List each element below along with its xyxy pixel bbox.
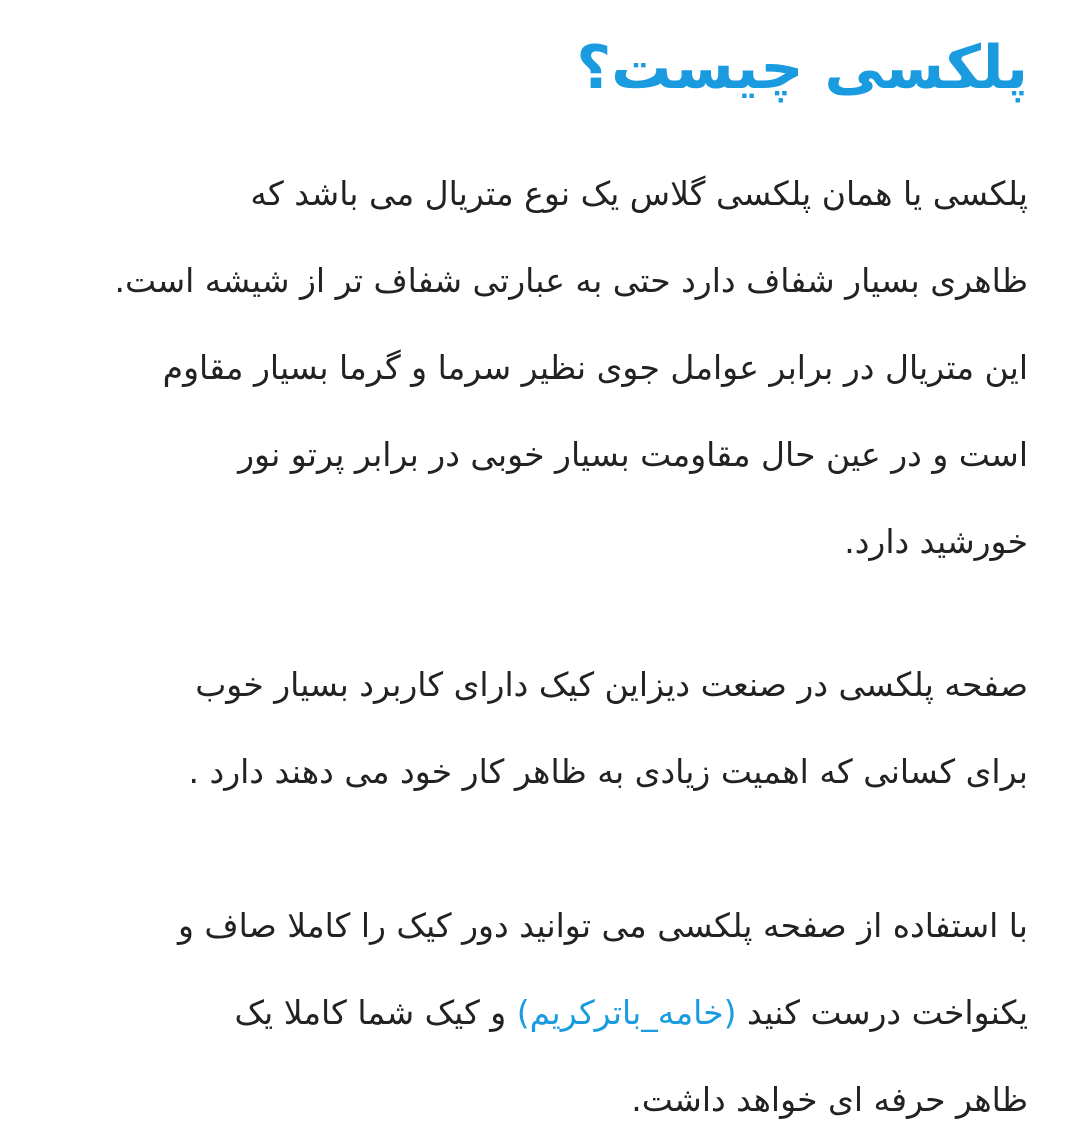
paragraph-line: است و در عین حال مقاومت بسیار خوبی در برابر پرتو نور	[238, 435, 1028, 474]
paragraph-line: ظاهری بسیار شفاف دارد حتی به عبارتی شفاف تر از شیشه است.	[114, 261, 1028, 300]
paragraph-usage	[48, 882, 1028, 1143]
paragraph-line: این متریال در برابر عوامل جوی نظیر سرما و گرما بسیار مقاوم	[162, 348, 1028, 387]
paragraph-line: ظاهر حرفه ای خواهد داشت.	[631, 1080, 1028, 1119]
paragraph-text: و کیک شما کاملا یک	[234, 993, 507, 1032]
paragraph-line: صفحه پلکسی در صنعت دیزاین کیک دارای کاربرد بسیار خوب	[195, 665, 1028, 704]
paragraph-line-with-link	[48, 969, 1028, 1056]
paragraph-line: خورشید دارد.	[844, 522, 1028, 561]
buttercream-hashtag-link[interactable]: (خامه_باترکریم)	[516, 993, 737, 1032]
paragraph-intro	[48, 150, 1028, 585]
paragraph-text: یکنواخت درست کنید	[747, 993, 1028, 1032]
paragraph-line: پلکسی یا همان پلکسی گلاس یک نوع متریال می باشد که	[250, 174, 1028, 213]
paragraph-line: با استفاده از صفحه پلکسی می توانید دور کیک را کاملا صاف و	[178, 906, 1028, 945]
article-heading: پلکسی چیست؟	[576, 33, 1028, 103]
paragraph-cake-design	[48, 641, 1028, 815]
paragraph-line: برای کسانی که اهمیت زیادی به ظاهر کار خود می دهند دارد .	[188, 752, 1028, 791]
